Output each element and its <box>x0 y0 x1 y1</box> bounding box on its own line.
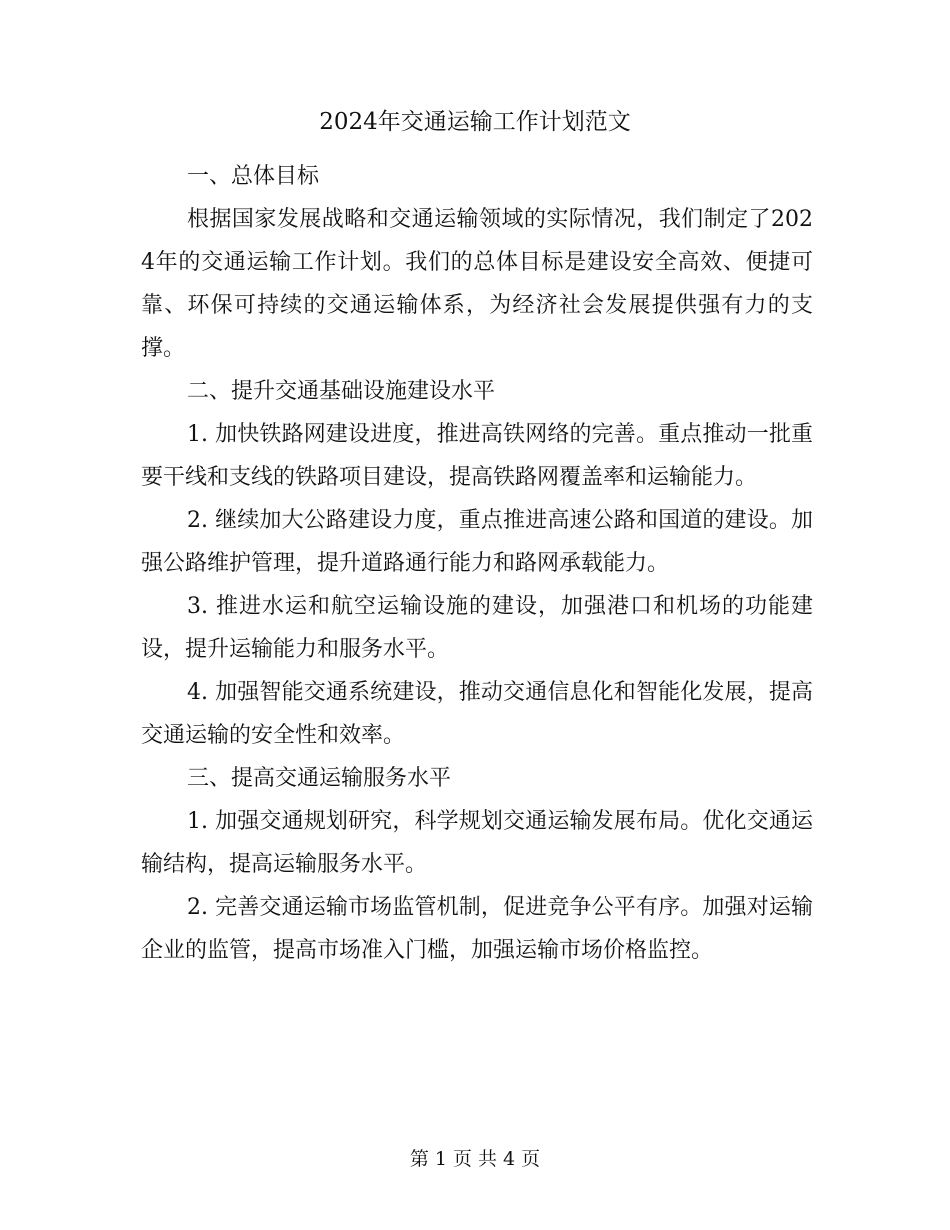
document-body <box>141 155 813 972</box>
section-heading: 一、总体目标 <box>187 164 320 189</box>
list-item: 1. 加强交通规划研究，科学规划交通运输发展布局。优化交通运输结构，提高运输服务水平。 <box>141 809 813 877</box>
document-title: 2024年交通运输工作计划范文 <box>319 109 631 135</box>
paragraph: 根据国家发展战略和交通运输领域的实际情况，我们制定了2024年的交通运输工作计划。我们的总体目标是建设安全高效、便捷可靠、环保可持续的交通运输体系，为经济社会发展提供强有力的支撑。 <box>141 207 813 361</box>
list-item: 2. 完善交通运输市场监管机制，促进竞争公平有序。加强对运输企业的监管，提高市场准入门槛，加强运输市场价格监控。 <box>141 895 813 963</box>
section-heading: 二、提升交通基础设施建设水平 <box>187 379 496 404</box>
list-item: 1. 加快铁路网建设进度，推进高铁网络的完善。重点推动一批重要干线和支线的铁路项目建设，提高铁路网覆盖率和运输能力。 <box>141 422 813 490</box>
list-item: 3. 推进水运和航空运输设施的建设，加强港口和机场的功能建设，提升运输能力和服务水平。 <box>141 594 813 662</box>
section-heading: 三、提高交通运输服务水平 <box>187 766 452 791</box>
list-item: 4. 加强智能交通系统建设，推动交通信息化和智能化发展，提高交通运输的安全性和效率。 <box>141 680 813 748</box>
page-footer: 第 1 页 共 4 页 <box>409 1148 541 1170</box>
list-item: 2. 继续加大公路建设力度，重点推进高速公路和国道的建设。加强公路维护管理，提升道路通行能力和路网承载能力。 <box>141 508 813 576</box>
